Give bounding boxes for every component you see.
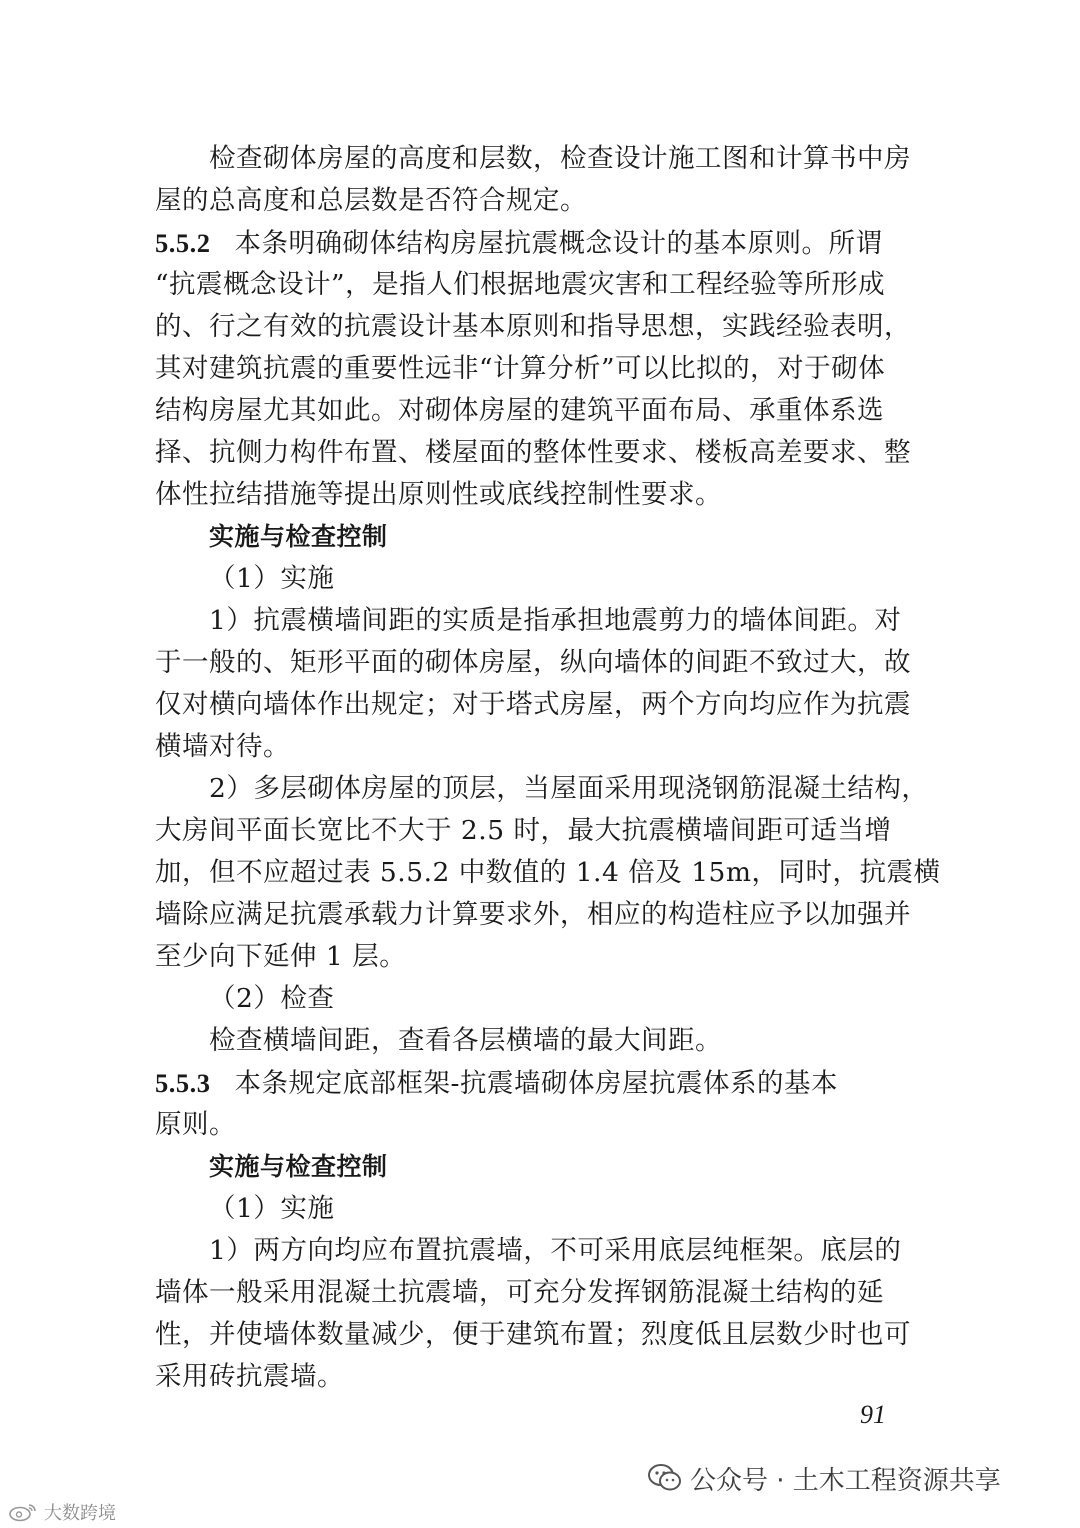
watermark-text: 公众号 · 土木工程资源共享 xyxy=(690,1465,1001,1496)
paragraph-line: 检查砌体房屋的高度和层数，检查设计施工图和计算书中房 xyxy=(209,143,911,174)
paragraph-line: 墙体一般采用混凝土抗震墙，可充分发挥钢筋混凝土结构的延 xyxy=(155,1277,884,1308)
clause-5-5-2-line xyxy=(155,222,925,265)
paragraph-line: 检查横墙间距，查看各层横墙的最大间距。 xyxy=(209,1025,722,1056)
paragraph-line: 于一般的、矩形平面的砌体房屋，纵向墙体的间距不致过大，故 xyxy=(155,647,911,678)
paragraph-line: 的、行之有效的抗震设计基本原则和指导思想，实践经验表明， xyxy=(155,311,911,342)
paragraph-line: 其对建筑抗震的重要性远非“计算分析”可以比拟的，对于砌体 xyxy=(155,353,886,384)
paragraph-line: 横墙对待。 xyxy=(155,731,290,762)
wechat-icon xyxy=(648,1464,682,1492)
paragraph-line: 体性拉结措施等提出原则性或底线控制性要求。 xyxy=(155,479,722,510)
watermark-text: 大数跨境 xyxy=(44,1503,116,1524)
paragraph-text: 本条明确砌体结构房屋抗震概念设计的基本原则。所谓 xyxy=(234,228,883,259)
paragraph-line: 择、抗侧力构件布置、楼屋面的整体性要求、楼板高差要求、整 xyxy=(155,437,911,468)
page-number: 91 xyxy=(860,1400,886,1429)
paragraph-line: 大房间平面长宽比不大于 2.5 时，最大抗震横墙间距可适当增 xyxy=(155,815,892,846)
clause-number: 5.5.2 xyxy=(155,228,211,258)
weibo-icon xyxy=(8,1502,38,1522)
clause-number: 5.5.3 xyxy=(155,1068,211,1098)
paragraph-line: 性，并使墙体数量减少，便于建筑布置；烈度低且层数少时也可 xyxy=(155,1319,911,1350)
paragraph-line: 仅对横向墙体作出规定；对于塔式房屋，两个方向均应作为抗震 xyxy=(155,689,911,720)
wechat-watermark xyxy=(648,1460,1001,1496)
subheading: （1）实施 xyxy=(209,563,335,594)
subheading: （1）实施 xyxy=(209,1193,335,1224)
paragraph-line: 原则。 xyxy=(155,1109,236,1140)
subheading: （2）检查 xyxy=(209,983,335,1014)
paragraph-line: 2）多层砌体房屋的顶层，当屋面采用现浇钢筋混凝土结构， xyxy=(209,773,929,804)
paragraph-line: 加，但不应超过表 5.5.2 中数值的 1.4 倍及 15m，同时，抗震横 xyxy=(155,857,941,888)
paragraph-line: 屋的总高度和总层数是否符合规定。 xyxy=(155,185,587,216)
paragraph-line: 采用砖抗震墙。 xyxy=(155,1361,344,1392)
weibo-watermark xyxy=(8,1500,116,1524)
paragraph-text: 本条规定底部框架-抗震墙砌体房屋抗震体系的基本 xyxy=(234,1068,838,1099)
paragraph-line: “抗震概念设计”，是指人们根据地震灾害和工程经验等所形成 xyxy=(155,269,886,300)
paragraph-line: 1）抗震横墙间距的实质是指承担地震剪力的墙体间距。对 xyxy=(209,605,902,636)
paragraph-line: 至少向下延伸 1 层。 xyxy=(155,941,407,972)
section-heading: 实施与检查控制 xyxy=(209,1152,388,1181)
paragraph-line: 1）两方向均应布置抗震墙，不可采用底层纯框架。底层的 xyxy=(209,1235,902,1266)
section-heading: 实施与检查控制 xyxy=(209,522,388,551)
paragraph-line: 墙除应满足抗震承载力计算要求外，相应的构造柱应予以加强并 xyxy=(155,899,911,930)
clause-5-5-3-line xyxy=(155,1062,925,1105)
paragraph-line: 结构房屋尤其如此。对砌体房屋的建筑平面布局、承重体系选 xyxy=(155,395,884,426)
